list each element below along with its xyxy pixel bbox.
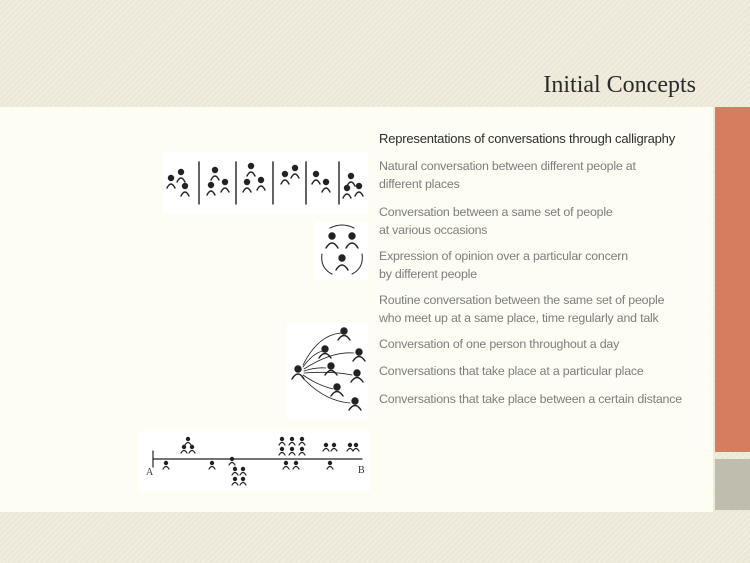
list-item: Conversation of one person throughout a day <box>379 337 620 351</box>
accent-bar <box>715 107 750 452</box>
distance-start-label: A <box>146 467 154 478</box>
slide-title: Initial Concepts <box>543 72 696 98</box>
sketch-opinion-cycle <box>316 222 368 280</box>
list-item: Expression of opinion over a particular concern by different people <box>379 249 628 281</box>
sketch-groups-places <box>163 152 368 214</box>
list-item: Natural conversation between different people at different places <box>379 159 636 191</box>
list-item: Routine conversation between the same set of people who meet up at a same place, time regularly and talk <box>379 293 665 325</box>
sketch-distance-figure <box>140 431 370 491</box>
list-item: Conversations that take place between a certain distance <box>379 392 682 406</box>
distance-end-label: B <box>358 465 365 476</box>
accent-bar-secondary <box>715 459 750 510</box>
sketch-one-person-day-figure <box>287 323 368 419</box>
section-heading: Representations of conversations through calligraphy <box>379 131 676 146</box>
sketch-groups-places-figure <box>163 152 368 214</box>
sketch-one-person-day <box>287 323 368 419</box>
sketch-distance <box>140 431 370 491</box>
list-item: Conversation between a same set of people at various occasions <box>379 205 613 237</box>
sketch-opinion-cycle-figure <box>316 222 368 280</box>
list-item: Conversations that take place at a particular place <box>379 364 644 378</box>
